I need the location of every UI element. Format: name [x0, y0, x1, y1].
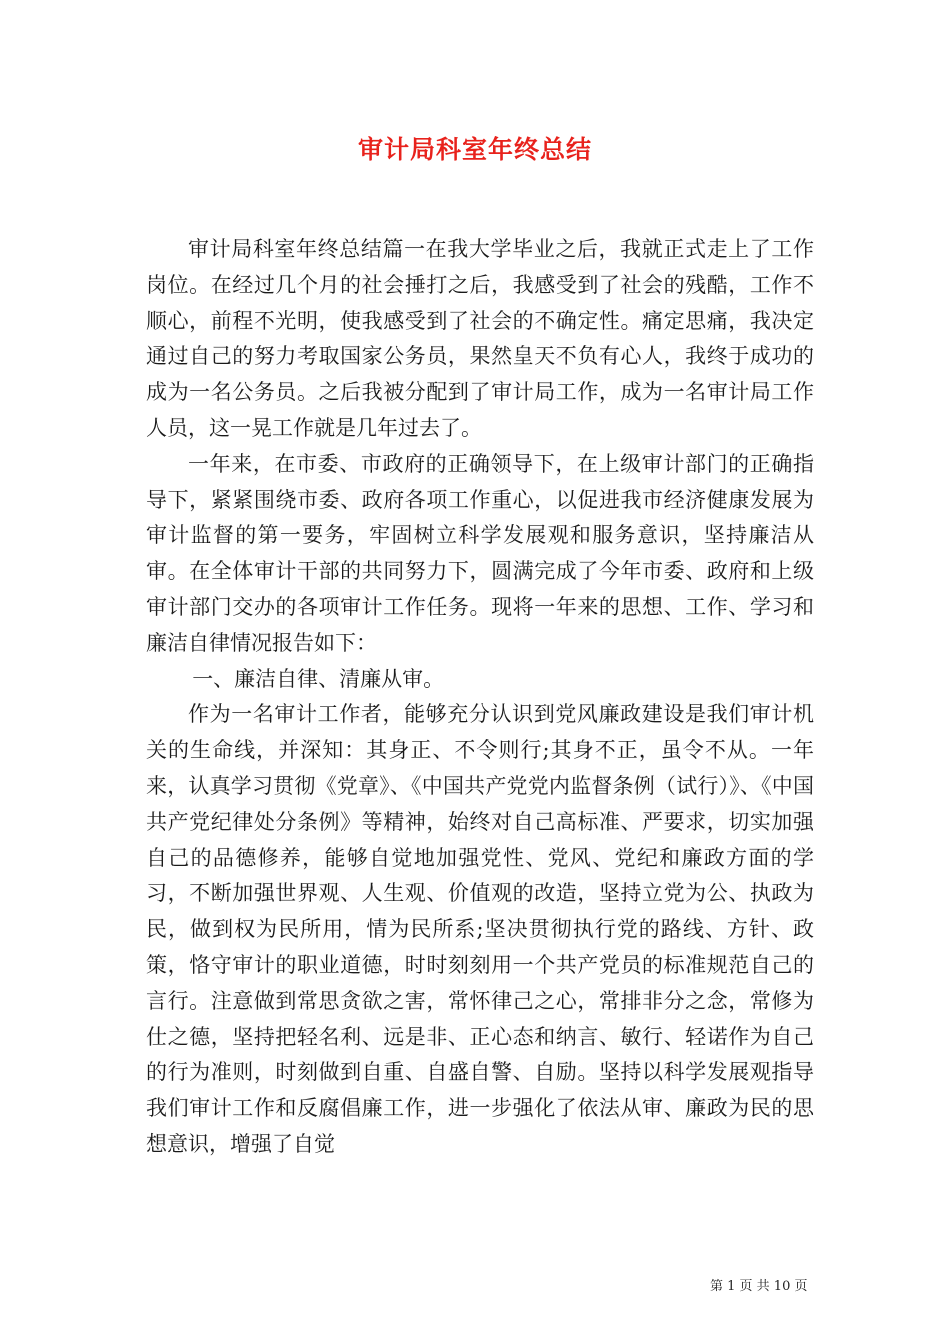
page-number: 第 1 页 共 10 页 [710, 1279, 808, 1294]
document-title: 审计局科室年终总结 [357, 135, 592, 164]
paragraph-overview: 一年来，在市委、市政府的正确领导下，在上级审计部门的正确指导下，紧紧围绕市委、政府各项工作重心，以促进我市经济健康发展为审计监督的第一要务，牢固树立科学发展观和服务意识，坚持廉洁从审。在全体审计干部的共同努力下，圆满完成了今年市委、政府和上级审计部门交办的各项审计工作任务。现将一年来的思想、工作、学习和廉洁自律情况报告如下： [146, 451, 814, 655]
document-body [146, 232, 814, 1163]
section-heading: 一、廉洁自律、清廉从审。 [192, 666, 445, 691]
paragraph-integrity: 作为一名审计工作者，能够充分认识到党风廉政建设是我们审计机关的生命线，并深知：其身正、不令则行;其身不正，虽令不从。一年来，认真学习贯彻《党章》、《中国共产党党内监督条例（试行）》、《中国共产党纪律处分条例》等精神，始终对自己高标准、严要求，切实加强自己的品德修养，能够自觉地加强党性、党风、党纪和廉政方面的学习，不断加强世界观、人生观、价值观的改造，坚持立党为公、执政为民，做到权为民所用，情为民所系;坚决贯彻执行党的路线、方针、政策，恪守审计的职业道德，时时刻刻用一个共产党员的标准规范自己的言行。注意做到常思贪欲之害，常怀律己之心，常排非分之念，常修为仕之德，坚持把轻名利、远是非、正心态和纳言、敏行、轻诺作为自己的行为准则，时刻做到自重、自盛自警、自励。坚持以科学发展观指导我们审计工作和反腐倡廉工作，进一步强化了依法从审、廉政为民的思想意识，增强了自觉 [146, 702, 814, 1156]
paragraph-intro: 审计局科室年终总结篇一在我大学毕业之后，我就正式走上了工作岗位。在经过几个月的社会捶打之后，我感受到了社会的残酷，工作不顺心，前程不光明，使我感受到了社会的不确定性。痛定思痛，我决定通过自己的努力考取国家公务员，果然皇天不负有心人，我终于成功的成为一名公务员。之后我被分配到了审计局工作，成为一名审计局工作人员，这一晃工作就是几年过去了。 [146, 237, 814, 440]
